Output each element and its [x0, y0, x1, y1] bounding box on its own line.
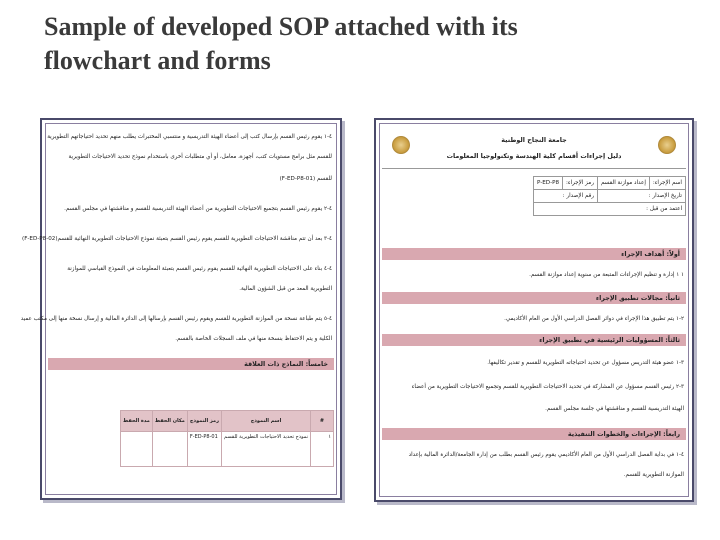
section-line: الموازنة التطويرية للقسم. [623, 472, 684, 478]
procedure-code-value: P-ED-P8 [533, 177, 562, 190]
table-header: رمز النموذج [187, 411, 221, 432]
issue-date-label: تاريخ الإصدار : [597, 190, 685, 203]
procedure-step-line: ٤-١ يقوم رئيس القسم بإرسال كتب إلى أعضاء الهيئة التدريسية و منتسبي المختبرات يطلب منهم تحديد احتياجاتهم التطويرية [47, 134, 332, 140]
procedure-code-label: رمز الإجراء: [563, 177, 598, 190]
section-line: ٣-١ عضو هيئة التدريس مسؤول عن تحديد احتياجاته التطويرية للقسم و تقدير تكاليفها. [487, 360, 684, 366]
table-cell: نموذج تحديد الاحتياجات التطويرية للقسم [222, 432, 311, 467]
section-heading-steps: رابعاً: الإجراءات والخطوات التنفيذية [382, 428, 686, 440]
procedure-step-line: ٤-٥ يتم طباعة نسخة من الموازنة التطويرية للقسم ويقوم رئيس القسم بإرسالها إلى الدائرة المالية و إرسال نسخة منها إلى مكتب عميد [20, 316, 332, 322]
section-heading-related-forms: خامساً: النماذج ذات العلاقة [48, 358, 334, 370]
table-header: مكان الحفظ [152, 411, 187, 432]
issue-number-label: رقم الإصدار : [533, 190, 597, 203]
document-header [382, 126, 686, 169]
procedure-meta-table [533, 176, 686, 216]
table-header: # [311, 411, 334, 432]
table-cell: ١ [311, 432, 334, 467]
table-row [121, 432, 334, 467]
slide-title [44, 10, 684, 78]
procedure-step-line: للقسم مثل برامج مستويات كتب، أجهزة، معامل، أو أي متطلبات أخرى باستخدام نموذج تحديد الاحتياجات التطويرية [68, 154, 332, 160]
section-line: ٣-٢ رئيس القسم مسؤول عن المشاركة في تحديد الاحتياجات التطويرية للقسم وتجميع الاحتياجات التطويرية من أعضاء [411, 384, 684, 390]
slide-title-line-2: flowchart and forms [44, 46, 271, 75]
table-header: مدة الحفظ [121, 411, 153, 432]
slide-title-line-1: Sample of developed SOP attached with its [44, 12, 518, 41]
university-name: جامعة النجاح الوطنية [501, 136, 567, 144]
table-cell: F-ED-P8-01 [187, 432, 221, 467]
sop-procedure-page [20, 118, 342, 500]
procedure-step-line: الكلية و يتم الاحتفاظ بنسخة منها في ملف السجلات الخاصة بالقسم. [175, 336, 332, 342]
table-cell [121, 432, 153, 467]
procedure-name-label: اسم الإجراء: [649, 177, 685, 190]
procedure-step-line: ٤-٤ بناء على الاحتياجات التطويرية النهائية للقسم يقوم رئيس القسم بتعبئة المعلومات في النموذج القياسي للموازنة [67, 266, 332, 272]
approved-by-label: اعتمد من قبل : [533, 203, 685, 216]
section-heading-objectives: أولاً: أهداف الإجراء [382, 248, 686, 260]
procedure-name-value: إعداد موازنة القسم [597, 177, 649, 190]
table-row [533, 203, 685, 216]
manual-title: دليل إجراءات أقسام كلية الهندسة وتكنولوجيا المعلومات [446, 152, 622, 160]
table-row [533, 177, 685, 190]
sop-cover-page [374, 118, 694, 502]
procedure-step-line: التطويرية المعد من قبل الشؤون المالية. [239, 286, 332, 292]
section-heading-scope: ثانياً: مجالات تطبيق الإجراء [382, 292, 686, 304]
table-header-row [121, 411, 334, 432]
related-forms-table [120, 410, 334, 467]
section-line: ١ ١ إدارة و تنظيم الإجراءات المتبعة من سنوية إعداد موازنة القسم. [529, 272, 684, 278]
section-line: ٢-١ يتم تطبيق هذا الإجراء في دوائر الفصل الدراسي الأول من العام الأكاديمي. [504, 316, 684, 322]
procedure-step-line: للقسم (F-ED-P8-01) [279, 176, 332, 182]
table-cell [152, 432, 187, 467]
section-line: الهيئة التدريسية للقسم و مناقشتها في جلسة مجلس القسم. [545, 406, 684, 412]
section-line: ٤-١ في بداية الفصل الدراسي الأول من العام الأكاديمي يقوم رئيس القسم بطلب من إدارة الجامعة/الدائرة المالية بإعداد [408, 452, 684, 458]
section-heading-responsibilities: ثالثاً: المسؤوليات الرئيسية في تطبيق الإجراء [382, 334, 686, 346]
procedure-step-line: ٤-٣ بعد أن تتم مناقشة الاحتياجات التطويرية للقسم يقوم رئيس القسم بتعبئة نموذج الاحتياجات التطويرية النهائية للقسم(F-ED-P8-02) [22, 236, 332, 242]
procedure-step-line: ٤-٢ يقوم رئيس القسم بتجميع الاحتياجات التطويرية من أعضاء الهيئة التدريسية للقسم و مناقشتها في مجلس القسم. [64, 206, 332, 212]
table-header: اسم النموذج [222, 411, 311, 432]
table-row [533, 190, 685, 203]
